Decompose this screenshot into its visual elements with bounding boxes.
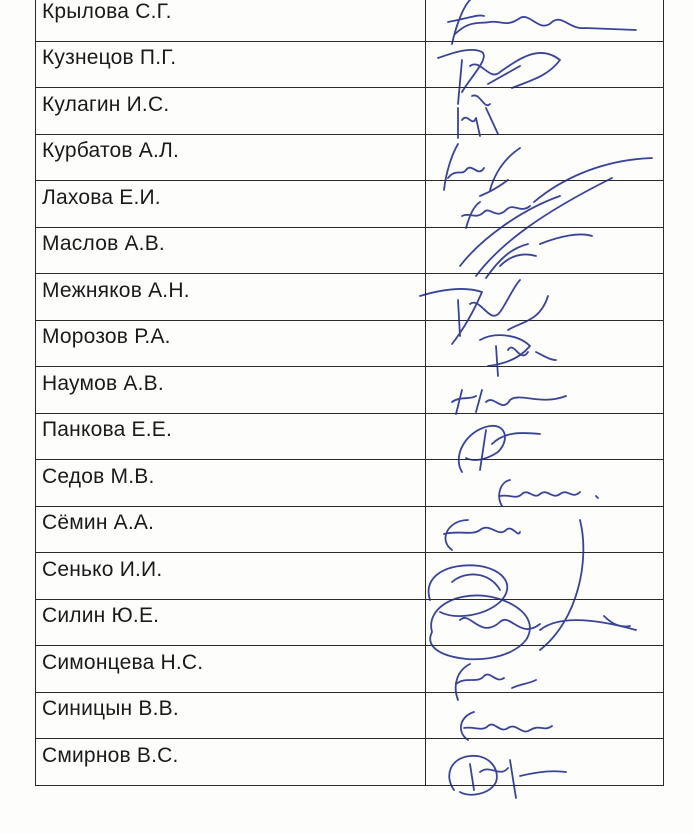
table-row [36, 181, 664, 228]
name-cell [36, 41, 426, 88]
signature-cell [426, 646, 664, 693]
name-cell [36, 646, 426, 693]
name-cell [36, 553, 426, 600]
name-cell [36, 506, 426, 553]
name-cell [36, 134, 426, 181]
table-row [36, 460, 664, 507]
table-row [36, 646, 664, 693]
table-row [36, 227, 664, 274]
person-name: Силин Ю.Е. [42, 604, 160, 628]
person-name: Симонцева Н.С. [42, 650, 204, 674]
signature-cell [426, 553, 664, 600]
person-name: Седов М.В. [42, 464, 155, 488]
table-row [36, 413, 664, 460]
table-row [36, 88, 664, 135]
person-name: Крылова С.Г. [42, 0, 172, 23]
person-name: Наумов А.В. [42, 371, 164, 395]
signature-cell [426, 274, 664, 321]
signature-cell [426, 320, 664, 367]
person-name: Кузнецов П.Г. [42, 46, 177, 70]
person-name: Панкова Е.Е. [42, 418, 172, 442]
name-cell [36, 599, 426, 646]
person-name: Маслов А.В. [42, 232, 165, 256]
signature-cell [426, 134, 664, 181]
signature-cell [426, 599, 664, 646]
name-cell [36, 413, 426, 460]
person-name: Курбатов А.Л. [42, 139, 180, 163]
table-row [36, 367, 664, 414]
name-cell [36, 88, 426, 135]
name-cell [36, 320, 426, 367]
signature-cell [426, 367, 664, 414]
table-row [36, 599, 664, 646]
table-row [36, 739, 664, 786]
person-name: Смирнов В.С. [42, 743, 179, 767]
table-row [36, 0, 664, 41]
person-name: Морозов Р.А. [42, 325, 171, 349]
signature-cell [426, 41, 664, 88]
signature-cell [426, 227, 664, 274]
person-name: Сенько И.И. [42, 557, 163, 581]
name-cell [36, 0, 426, 41]
person-name: Синицын В.В. [42, 697, 179, 721]
table-row [36, 41, 664, 88]
table-row [36, 320, 664, 367]
person-name: Лахова Е.И. [42, 185, 161, 209]
name-cell [36, 274, 426, 321]
table-row [36, 506, 664, 553]
signature-cell [426, 181, 664, 228]
signature-table [35, 0, 664, 786]
signature-cell [426, 692, 664, 739]
name-cell [36, 367, 426, 414]
table-row [36, 134, 664, 181]
signature-cell [426, 739, 664, 786]
signature-cell [426, 506, 664, 553]
name-cell [36, 181, 426, 228]
person-name: Кулагин И.С. [42, 92, 170, 116]
person-name: Межняков А.Н. [42, 278, 190, 302]
signature-cell [426, 88, 664, 135]
person-name: Сёмин А.А. [42, 511, 155, 535]
table-row [36, 692, 664, 739]
table-row [36, 553, 664, 600]
name-cell [36, 227, 426, 274]
table-row [36, 274, 664, 321]
name-cell [36, 739, 426, 786]
signature-cell [426, 413, 664, 460]
signature-cell [426, 460, 664, 507]
name-cell [36, 460, 426, 507]
signature-cell [426, 0, 664, 41]
name-cell [36, 692, 426, 739]
